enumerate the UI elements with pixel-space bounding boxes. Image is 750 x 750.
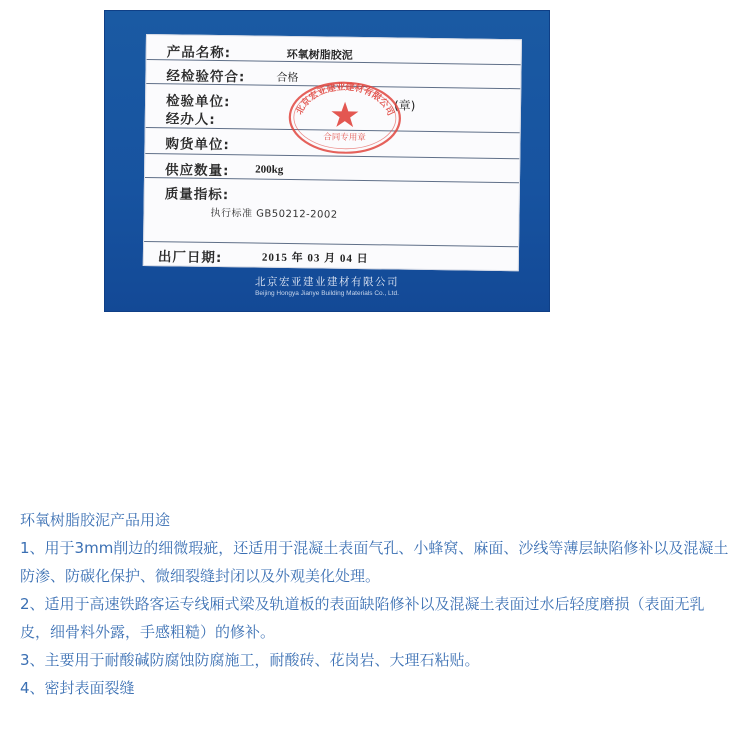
standard-value: 执行标准 GB50212-2002 [210, 207, 338, 221]
quantity-label: 供应数量: [164, 162, 230, 180]
ship-date-row [144, 241, 518, 270]
buyer-unit-label: 购货单位: [165, 136, 230, 154]
seal-star-icon [331, 102, 358, 128]
seal-inner-text: 合同专用章 [323, 132, 366, 144]
inspector-unit-label: 检验单位: [165, 93, 231, 111]
product-name-value: 环氧树脂胶泥 [286, 48, 353, 62]
usage-title: 环氧树脂胶泥产品用途 [20, 511, 171, 529]
product-label-photo [104, 10, 550, 312]
ship-date-value: 2015 年 03 月 04 日 [261, 251, 369, 266]
operator-label: 经办人: [165, 111, 216, 128]
usage-item-1: 1、用于3mm削边的细微瑕疵，还适用于混凝土表面气孔、小蜂窝、麻面、沙线等薄层缺陷修补以及混凝土防渗、防碳化保护、微细裂缝封闭以及外观美化处理。 [20, 539, 729, 585]
inspection-label: 经检验符合: [166, 68, 246, 86]
usage-item-4: 4、密封表面裂缝 [20, 679, 135, 697]
stamp-mark: (章) [393, 98, 416, 113]
label-card [143, 34, 522, 271]
inspection-value: 合格 [276, 70, 299, 85]
usage-item-3: 3、主要用于耐酸碱防腐蚀防腐施工，耐酸砖、花岗岩、大理石粘贴。 [20, 651, 480, 669]
quality-row [144, 177, 519, 247]
product-name-label: 产品名称: [166, 44, 232, 62]
quality-label: 质量指标: [164, 186, 230, 204]
product-usage-description [20, 506, 730, 702]
company-name-cn: 北京宏亚建业建材有限公司 [255, 276, 399, 288]
company-seal-stamp [285, 77, 404, 155]
quantity-value: 200kg [255, 163, 284, 176]
usage-item-2: 2、适用于高速铁路客运专线厢式梁及轨道板的表面缺陷修补以及混凝土表面过水后轻度磨损（表面无乳皮，细骨料外露，手感粗糙）的修补。 [20, 595, 705, 641]
ship-date-label: 出厂日期: [157, 249, 223, 267]
seal-outer-text: 北京宏亚建业建材有限公司 [294, 82, 396, 118]
company-name-en: Beijing Hongya Jianye Building Materials Co., Ltd. [255, 290, 399, 297]
